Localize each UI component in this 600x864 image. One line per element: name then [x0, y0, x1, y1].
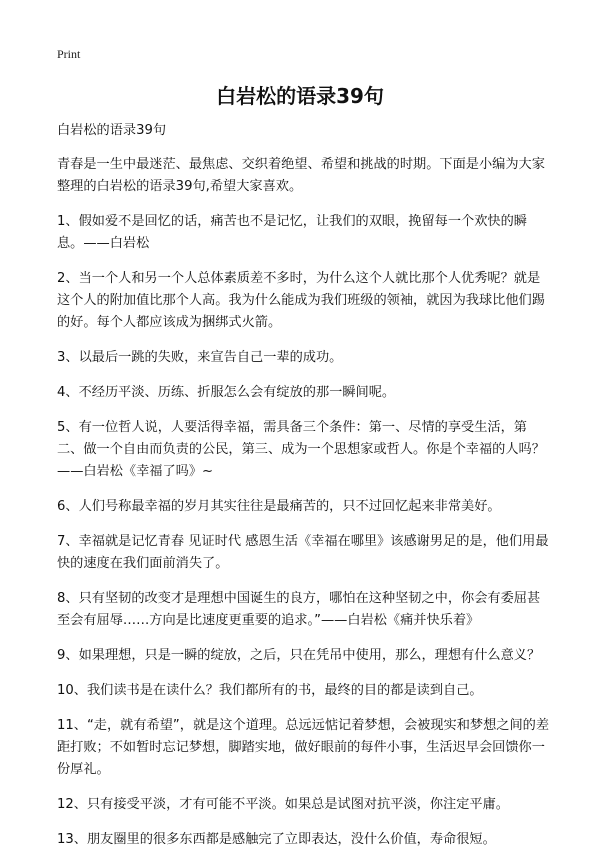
quote-item: 3、以最后一跳的失败，来宣告自己一辈的成功。: [57, 350, 343, 365]
quote-item: 8、只有坚韧的改变才是理想中国诞生的良方，哪怕在这种坚韧之中，你会有委屈甚至会有屈辱……方向是比速度更重要的追求。”——白岩松《痛并快乐着》: [57, 591, 541, 628]
quote-item: 12、只有接受平淡，才有可能不平淡。如果总是试图对抗平淡，你注定平庸。: [57, 797, 509, 812]
quote-item: 13、朋友圈里的很多东西都是感触完了立即表达，没什么价值，寿命很短。: [57, 832, 496, 847]
quote-item: 2、当一个人和另一个人总体素质差不多时，为什么这个人就比那个人优秀呢？就是这个人的附加值比那个人高。我为什么能成为我们班级的领袖，就因为我球比他们踢的好。每个人都应该成为捆绑式火箭。: [57, 271, 545, 330]
print-label: Print: [57, 47, 81, 61]
article-body: [57, 120, 551, 864]
quote-item: 7、幸福就是记忆青春 见证时代 感恩生活《幸福在哪里》该感谢男足的是，他们用最快的速度在我们面前消失了。: [57, 534, 549, 571]
article-subtitle: 白岩松的语录39句: [57, 123, 167, 138]
article-intro: 青春是一生中最迷茫、最焦虑、交织着绝望、希望和挑战的时期。下面是小编为大家整理的白岩松的语录39句,希望大家喜欢。: [57, 157, 545, 194]
quote-item: 5、有一位哲人说，人要活得幸福，需具备三个条件：第一、尽情的享受生活，第二、做一个自由而负责的公民，第三、成为一个思想家或哲人。你是个幸福的人吗？——白岩松《幸福了吗》~: [57, 420, 545, 479]
quote-item: 10、我们读书是在读什么？我们都所有的书，最终的目的都是读到自己。: [57, 683, 483, 698]
quote-item: 6、人们号称最幸福的岁月其实往往是最痛苦的，只不过回忆起来非常美好。: [57, 499, 501, 514]
quote-item: 1、假如爱不是回忆的话，痛苦也不是记忆，让我们的双眼，挽留每一个欢快的瞬息。——白岩松: [57, 214, 527, 251]
quote-item: 9、如果理想，只是一瞬的绽放，之后，只在凭吊中使用，那么，理想有什么意义？: [57, 648, 541, 663]
quote-item: 11、“走，就有希望”，就是这个道理。总远远惦记着梦想，会被现实和梦想之间的差距打败；不如暂时忘记梦想，脚踏实地，做好眼前的每件小事，生活迟早会回馈你一份厚礼。: [57, 718, 550, 777]
page-title: 白岩松的语录39句: [216, 84, 384, 108]
quote-item: 4、不经历平淡、历练、折服怎么会有绽放的那一瞬间呢。: [57, 385, 396, 400]
